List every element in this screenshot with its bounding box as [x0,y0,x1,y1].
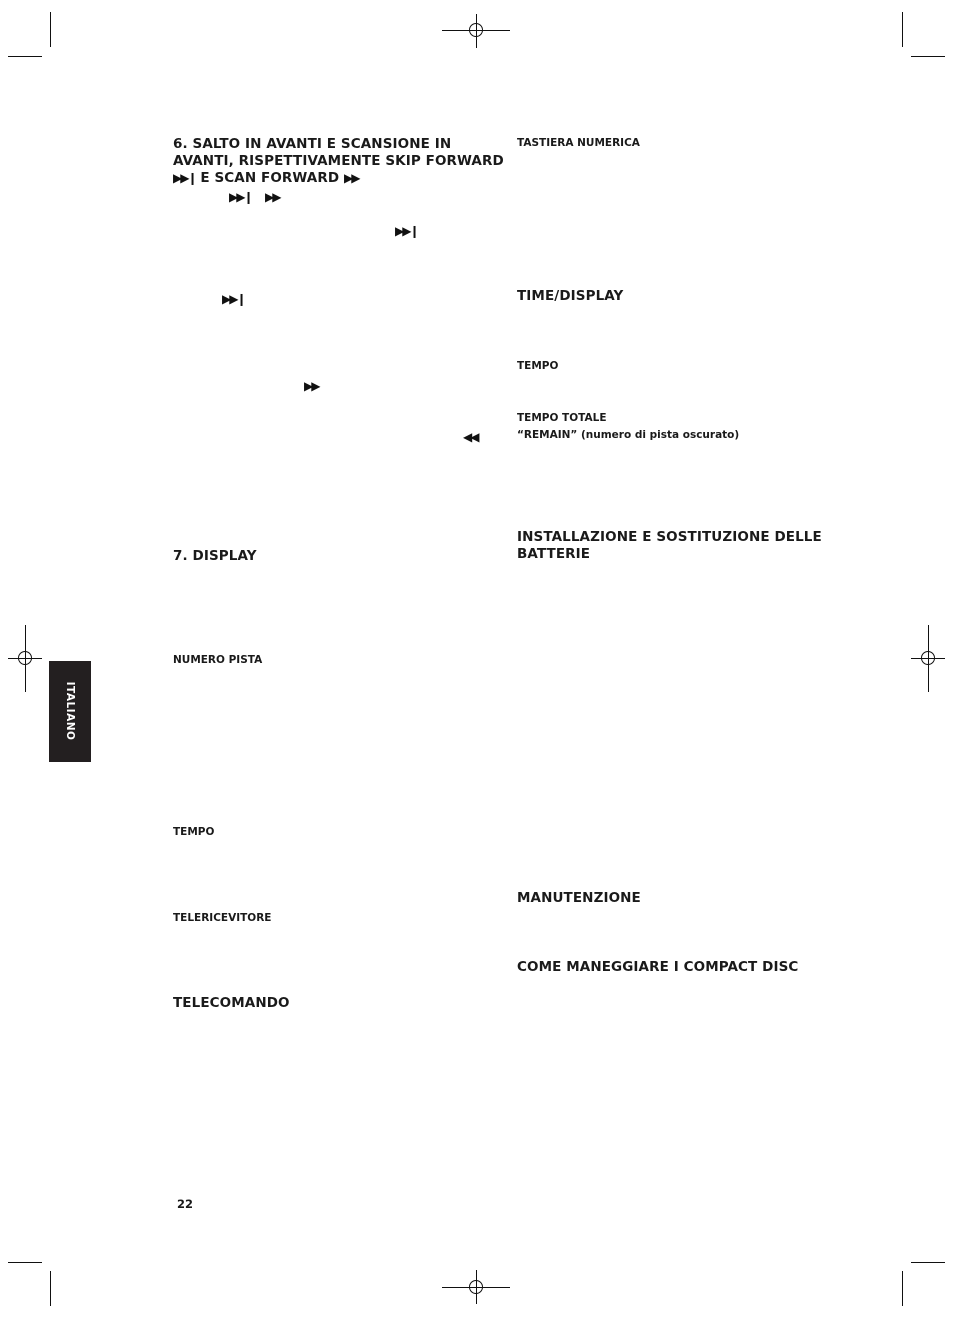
section-6-heading-line2: AVANTI, RISPETTIVAMENTE SKIP FORWARD [173,153,504,169]
skip-forward-icon: ▶▶❙ [395,224,418,238]
label-remain-note: “REMAIN” (numero di pista oscurato) [517,429,740,441]
compact-disc-heading: COME MANEGGIARE I COMPACT DISC [517,959,799,975]
crop-mark-bottom-right-v [902,1271,903,1306]
scan-forward-icon: ▶▶ [343,171,359,185]
section-6-heading-line3: ▶▶❙ E SCAN FORWARD ▶▶ [173,170,359,186]
time-display-heading: TIME/DISPLAY [517,288,624,304]
installazione-heading-line2: BATTERIE [517,546,591,562]
scan-backward-icon: ◀◀ [463,430,478,444]
scan-forward-icon: ▶▶ [265,190,280,204]
page-number: 22 [177,1197,194,1211]
language-tab-label: ITALIANO [64,681,76,741]
section-6-heading-line1: 6. SALTO IN AVANTI E SCANSIONE IN [173,136,452,152]
skip-forward-icon: ▶▶❙ [222,292,245,306]
crop-mark-bottom-left-h [8,1262,42,1263]
installazione-heading-line1: INSTALLAZIONE E SOSTITUZIONE DELLE [517,529,822,545]
crop-mark-top-left-v [50,12,51,47]
scan-forward-icon: ▶▶ [304,379,319,393]
skip-forward-icon: ▶▶❙ [229,190,252,204]
telecomando-heading: TELECOMANDO [173,995,290,1011]
crop-mark-top-left-h [8,56,42,57]
label-tempo-left: TEMPO [173,826,215,838]
crop-mark-bottom-right-h [911,1262,945,1263]
crop-mark-top-right-v [902,12,903,47]
label-tempo-right: TEMPO [517,360,559,372]
label-numero-pista: NUMERO PISTA [173,654,263,666]
manutenzione-heading: MANUTENZIONE [517,890,641,906]
skip-forward-icon: ▶▶❙ [173,171,196,185]
crop-mark-top-right-h [911,56,945,57]
section-7-heading: 7. DISPLAY [173,548,257,564]
label-tastiera-numerica: TASTIERA NUMERICA [517,137,640,149]
label-tempo-totale: TEMPO TOTALE [517,412,607,424]
label-telericevitore: TELERICEVITORE [173,912,272,924]
crop-mark-bottom-left-v [50,1271,51,1306]
